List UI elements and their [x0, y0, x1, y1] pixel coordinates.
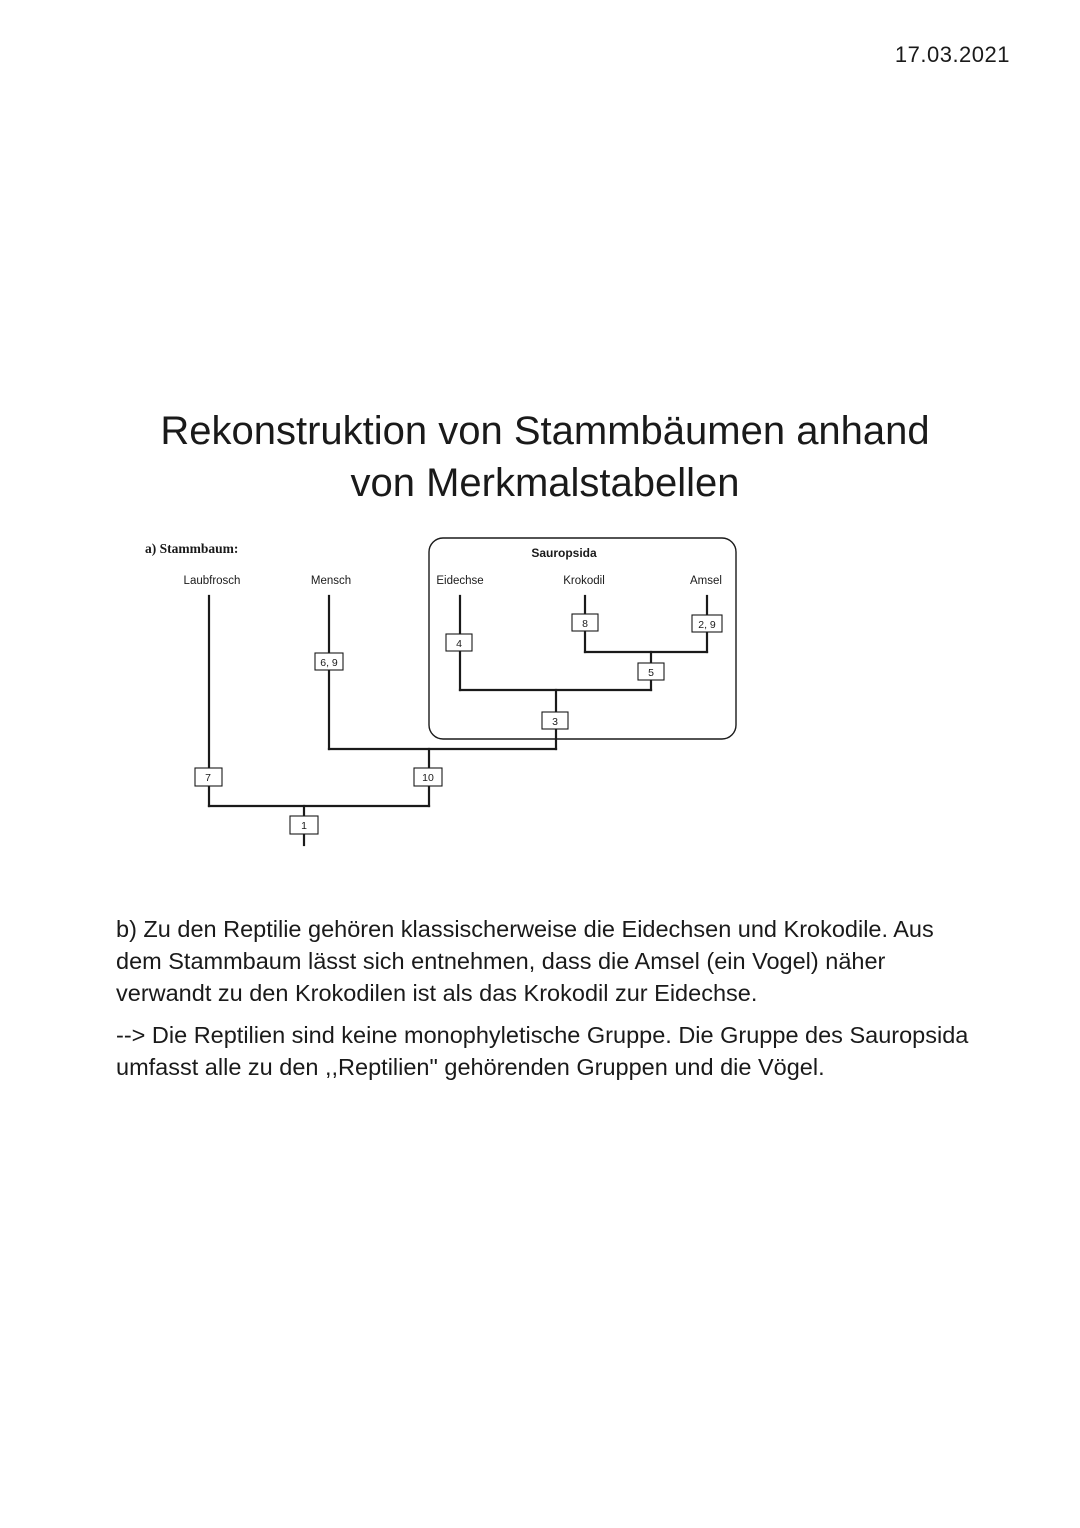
part-b-paragraph-2: --> Die Reptilien sind keine monophyletische Gruppe. Die Gruppe des Sauropsida umfasst alle zu den ,,Reptilien" gehörenden Gruppen und die Vögel. — [116, 1022, 969, 1080]
species-label-laubfrosch: Laubfrosch — [183, 575, 241, 587]
species-label-krokodil: Krokodil — [563, 575, 605, 587]
trait-amniota: 10 — [422, 772, 434, 784]
group-label-sauropsida: Sauropsida — [531, 546, 597, 560]
part-b-paragraph-1: b) Zu den Reptilie gehören klassischerweise die Eidechsen und Krokodile. Aus dem Stammbaum lässt sich entnehmen, dass die Amsel (ein Vogel) näher verwandt zu den Krokodilen ist als das Krokodil zur Eidechse. — [116, 916, 934, 1006]
page-title-line-2: von Merkmalstabellen — [350, 461, 740, 505]
trait-mensch: 6, 9 — [320, 657, 338, 669]
phylogenetic-tree — [0, 530, 1080, 860]
species-label-amsel: Amsel — [690, 575, 722, 587]
tree-label: a) Stammbaum: — [145, 541, 239, 556]
trait-eidechse: 4 — [456, 638, 462, 650]
trait-root: 1 — [301, 820, 307, 832]
trait-laubfrosch: 7 — [205, 772, 211, 784]
page-title-line-1: Rekonstruktion von Stammbäumen anhand — [160, 409, 930, 453]
document-date: 17.03.2021 — [894, 42, 1010, 67]
sauropsida-group-box — [429, 538, 736, 739]
species-label-mensch: Mensch — [310, 575, 352, 587]
trait-krokodil-amsel: 5 — [648, 667, 654, 679]
trait-sauropsida: 3 — [552, 716, 558, 728]
trait-krokodil: 8 — [582, 618, 588, 630]
part-b-answer — [116, 913, 976, 1093]
page-title — [0, 405, 1080, 509]
species-label-eidechse: Eidechse — [436, 575, 484, 587]
trait-amsel: 2, 9 — [698, 619, 716, 631]
